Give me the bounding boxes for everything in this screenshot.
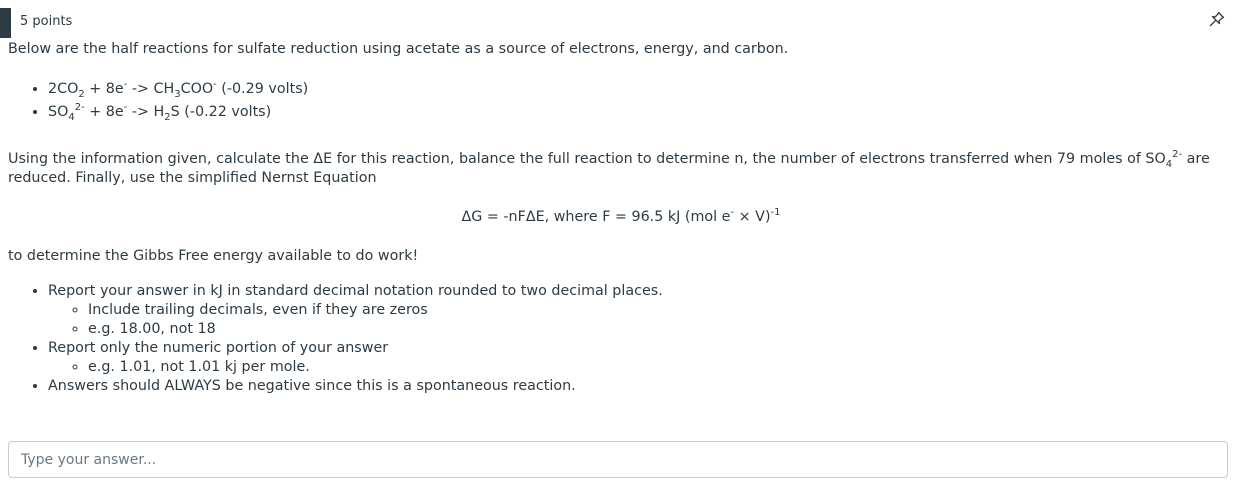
rule-1-sub-1: ◦ Include trailing decimals, even if they are zeros	[88, 301, 1234, 320]
points-label: 5 points	[20, 14, 73, 29]
half-reactions-list	[8, 78, 1234, 124]
half-reaction-1: • $2CO_2 + 8e^- -> CH_3COO^-$ (-0.29 volts)	[48, 78, 1234, 101]
rule-3: • Answers should ALWAYS be negative since this is a spontaneous reaction.	[48, 377, 1234, 396]
question-to-determine: to determine the Gibbs Free energy available to do work!	[8, 248, 419, 264]
answer-rules-list	[8, 282, 1234, 396]
answer-input[interactable]	[8, 441, 1228, 478]
rule-1-sub-2: ◦ e.g. 18.00, not 18	[88, 320, 1234, 339]
rule-2-sub-1: ◦ e.g. 1.01, not 1.01 kj per mole.	[88, 358, 1234, 377]
rule-2: • Report only the numeric portion of your answer ◦ e.g. 1.01, not 1.01 kj per mole.	[48, 339, 1234, 377]
rule-1: • Report your answer in kJ in standard decimal notation rounded to two decimal places. ◦ Include trailing decimals, even if they are zeros ◦ e.g. 18.00, not 18	[48, 282, 1234, 339]
question-task: Using the information given, calculate the ΔE for this reaction, balance the full reaction to determine n, the number of electrons transferred when 79 moles of $SO_4^{2-}$ are reduced. Finally, use the simplified Nernst Equation	[8, 149, 1210, 186]
question-body	[8, 40, 1234, 396]
pin-icon[interactable]	[1208, 10, 1226, 28]
rule-1-sublist	[48, 301, 1234, 339]
nernst-equation: ΔG = -nFΔE, where F = 96.5 kJ (mol e- × V)$^{-1}$	[461, 207, 781, 225]
rule-2-sublist	[48, 358, 1234, 377]
question-accent-bar	[0, 8, 11, 38]
half-reaction-2: • $SO_4^{2-} + 8e^- -> H_2S$ (-0.22 volts)	[48, 101, 1234, 124]
question-intro: Below are the half reactions for sulfate reduction using acetate as a source of electrons, energy, and carbon.	[8, 41, 789, 57]
